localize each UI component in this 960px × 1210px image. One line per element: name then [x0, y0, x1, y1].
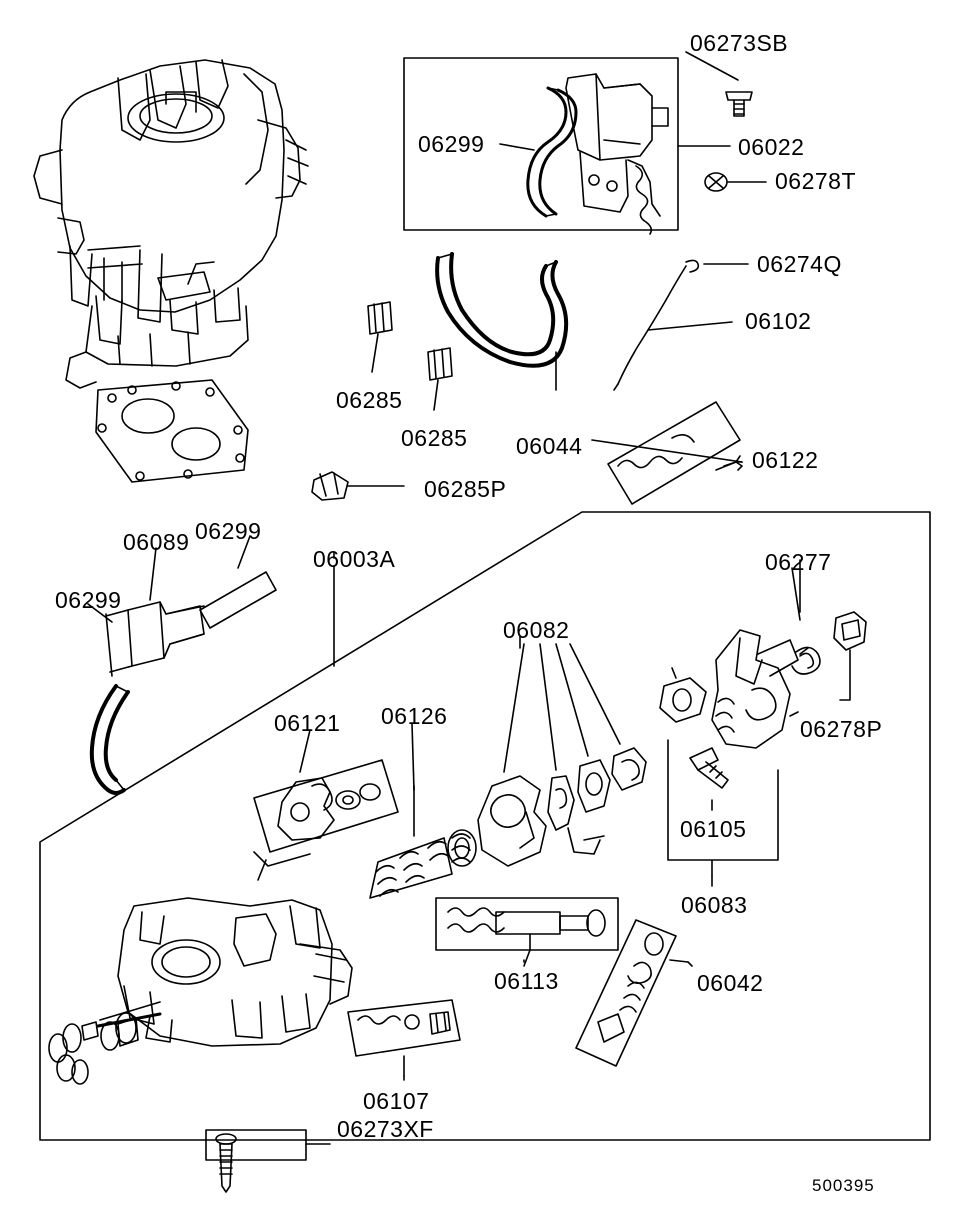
part-06285P-clip [312, 472, 404, 500]
callout-06278T: 06278T [775, 168, 857, 194]
part-06089-filter [106, 602, 204, 676]
part-06278T-clip [705, 173, 727, 191]
part-06278P-clip [792, 647, 820, 674]
callout-06102: 06102 [745, 308, 812, 334]
callout-06042: 06042 [697, 970, 764, 996]
figure-number: 500395 [812, 1176, 875, 1195]
callout-06285-a: 06285 [336, 387, 403, 413]
part-06285-clamp-b [428, 348, 452, 410]
part-06121-box [254, 760, 398, 880]
callout-06083: 06083 [681, 892, 748, 918]
callout-06044: 06044 [516, 433, 583, 459]
carburetor-body-lower [49, 898, 352, 1084]
part-06126-boot [370, 786, 476, 898]
callout-06022: 06022 [738, 134, 805, 160]
callout-06122: 06122 [752, 447, 819, 473]
callout-06299-mid: 06299 [195, 518, 262, 544]
callout-06299-low: 06299 [55, 587, 122, 613]
callout-06003A: 06003A [313, 546, 396, 572]
callout-06273XF: 06273XF [337, 1116, 434, 1142]
carburetor-body-upper [34, 60, 308, 388]
callout-06121: 06121 [274, 710, 341, 736]
callout-06285-b: 06285 [401, 425, 468, 451]
callout-06089: 06089 [123, 529, 190, 555]
callout-06273SB: 06273SB [690, 30, 789, 56]
part-06122-plate [608, 402, 742, 504]
callout-06299-top: 06299 [418, 131, 485, 157]
callout-06126: 06126 [381, 703, 448, 729]
part-06044-hose [437, 254, 566, 390]
part-06082-group [478, 644, 646, 866]
callout-06107: 06107 [363, 1088, 430, 1114]
part-06102-rod [614, 260, 698, 390]
callout-06105: 06105 [680, 816, 747, 842]
callout-06278P: 06278P [800, 716, 883, 742]
leader-lines [88, 52, 800, 1080]
callout-06285P: 06285P [424, 476, 507, 502]
callout-06082: 06082 [503, 617, 570, 643]
callout-06277: 06277 [765, 549, 832, 575]
part-06105-screws [660, 668, 778, 876]
part-06003A-panel [40, 512, 930, 1140]
part-06299-hose-b [92, 686, 128, 793]
part-06107-plate [348, 1000, 460, 1076]
part-06277-nut [800, 560, 866, 700]
part-06273SB-screw [726, 92, 752, 116]
callout-06113: 06113 [494, 968, 559, 994]
callout-06274Q: 06274Q [757, 251, 842, 277]
part-06273XF-bolt [206, 1130, 330, 1192]
part-06299-tube-a [200, 572, 276, 628]
part-06285-clamp-a [368, 302, 392, 372]
carburetor-gasket [96, 380, 248, 482]
part-06113-box [436, 898, 618, 966]
part-06277-group [712, 630, 808, 748]
part-06042-plate [576, 920, 688, 1066]
